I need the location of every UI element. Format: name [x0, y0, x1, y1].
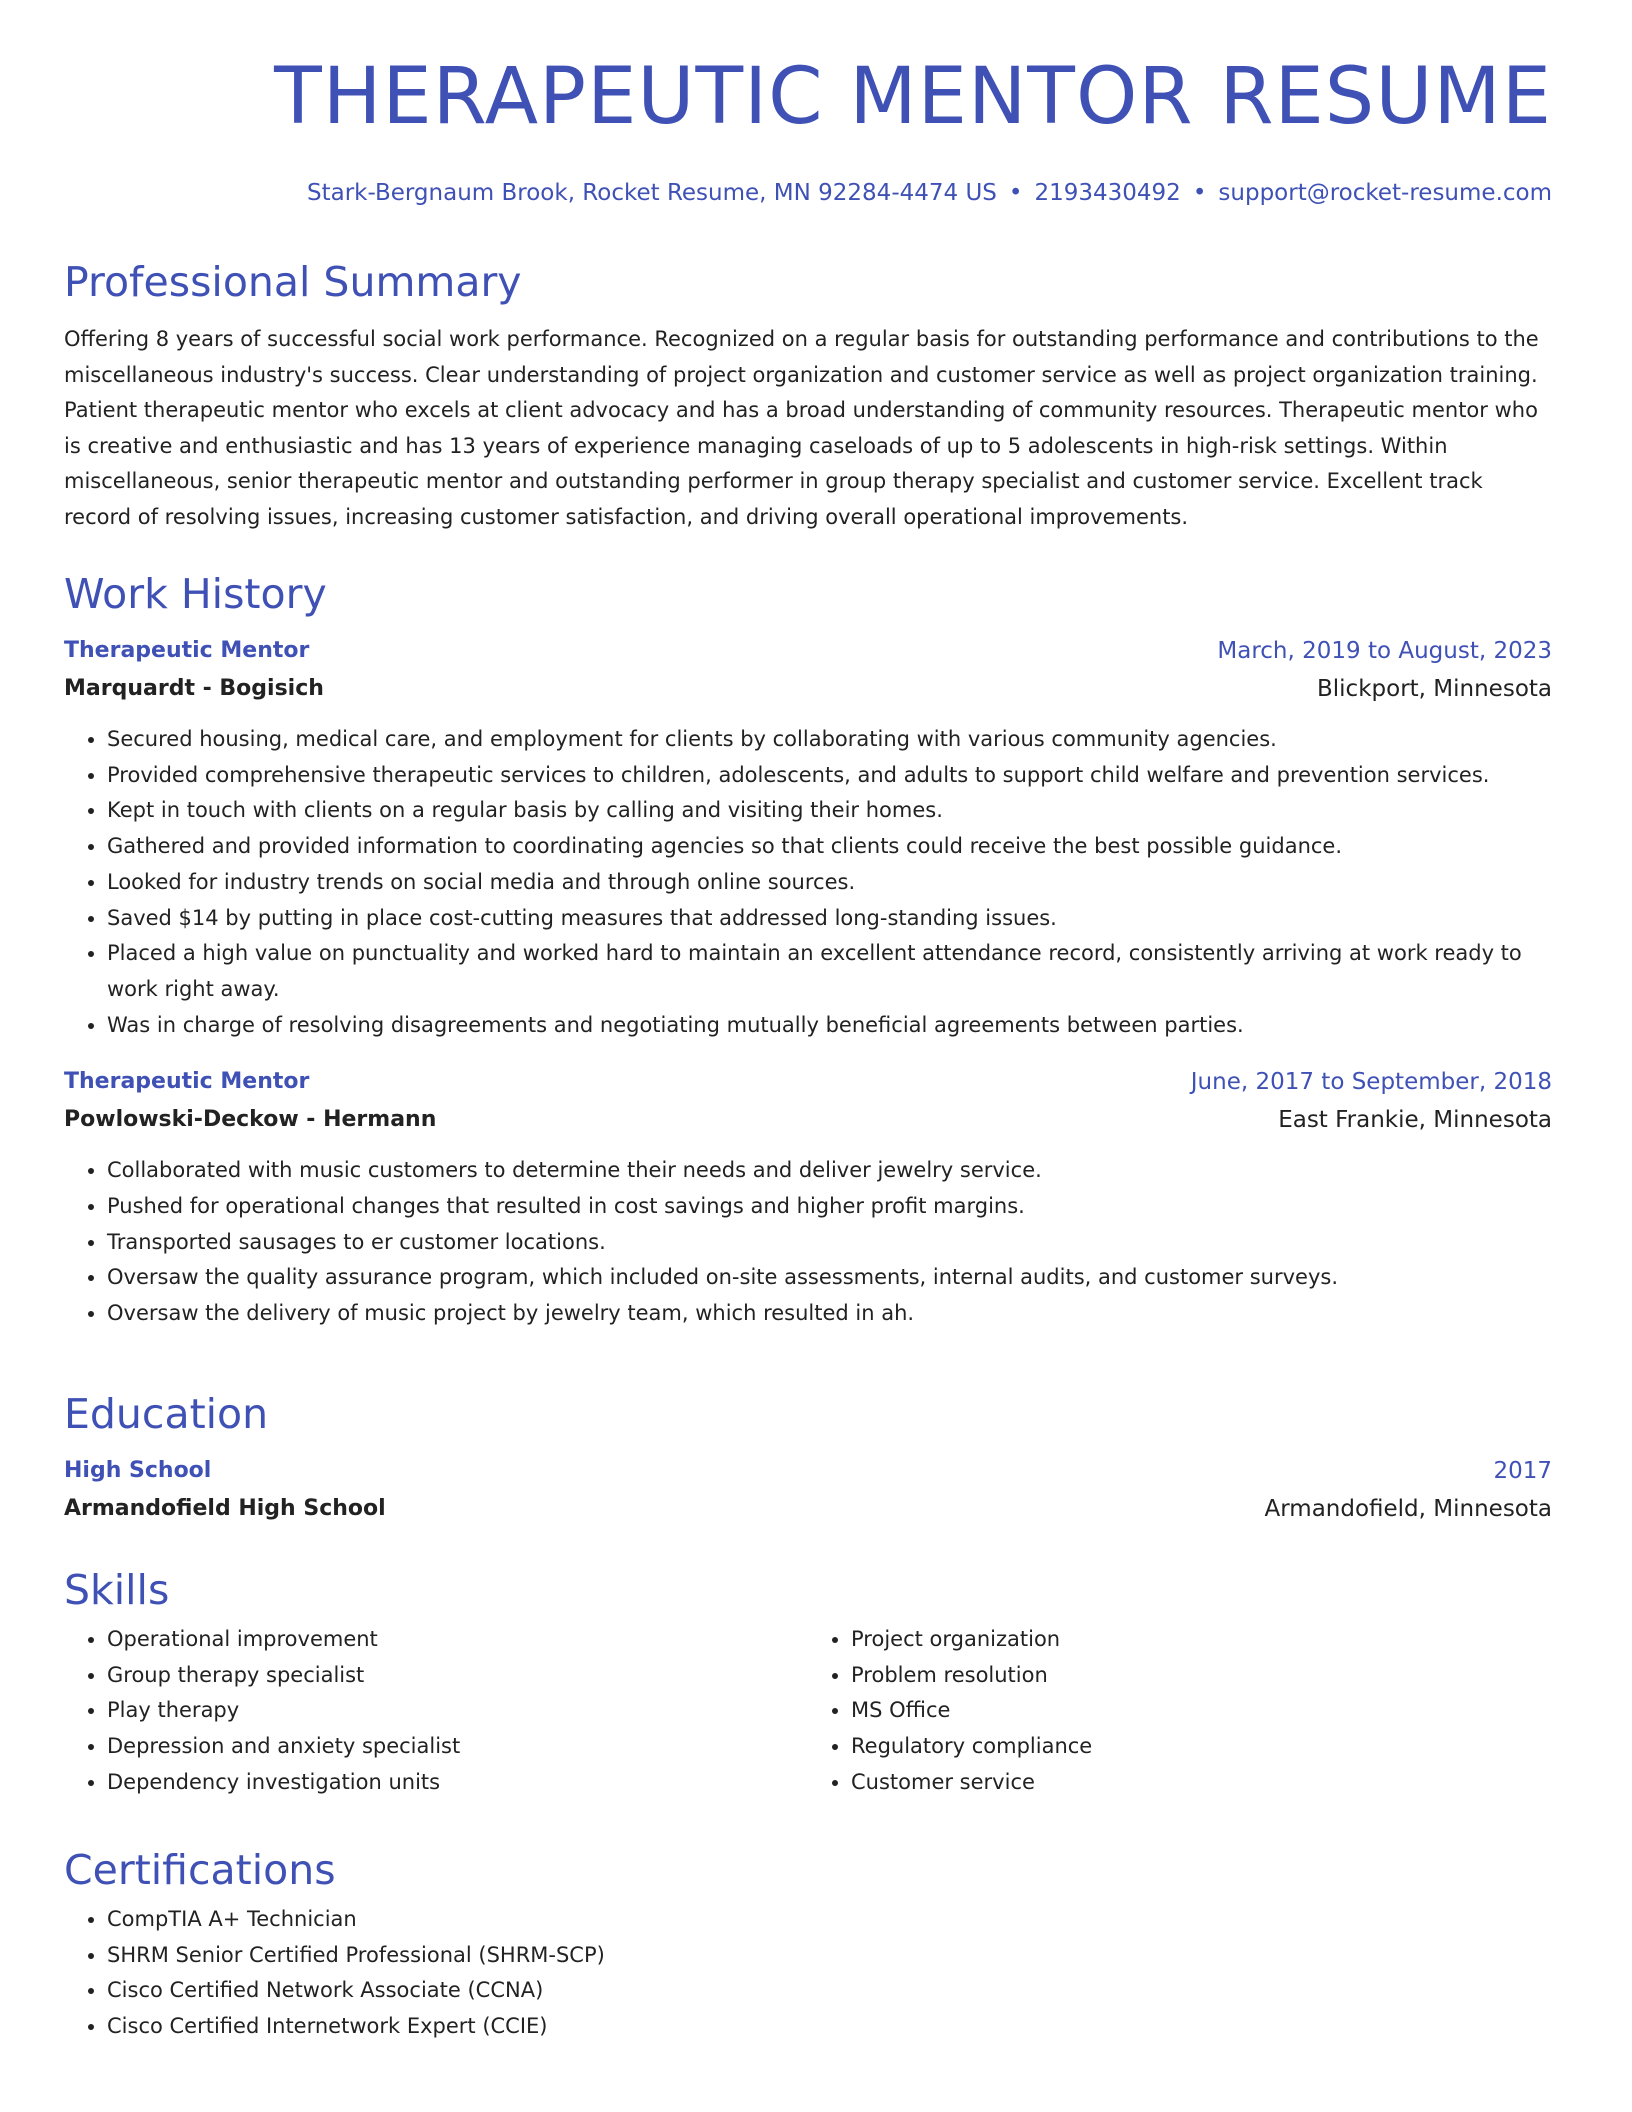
contact-line: [307, 180, 1552, 206]
skills-list-right: [808, 1622, 1552, 1801]
job-dates: March, 2019 to August, 2023: [1217, 638, 1552, 664]
work-history-heading: Work History: [64, 570, 327, 618]
skills-list-left: [64, 1622, 808, 1801]
job-dates: June, 2017 to September, 2018: [1190, 1069, 1552, 1096]
education-degree: High School: [64, 1458, 212, 1483]
skill-item: • Dependency investigation units: [107, 1765, 808, 1801]
certification-item: • Cisco Certified Network Associate (CCNA): [107, 1973, 1552, 2009]
summary-text: Offering 8 years of successful social work performance. Recognized on a regular basis for outstanding performance and contributions to the miscellaneous industry's success. Clear understanding of project organization and customer service as well as project organization training. Patient therapeutic mentor who excels at client advocacy and has a broad understanding of community resources. Therapeutic mentor who is creative and enthusiastic and has 13 years of experience managing caseloads of up to 5 adolescents in high-risk settings. Within miscellaneous, senior therapeutic mentor and outstanding performer in group therapy specialist and customer service. Excellent track record of resolving issues, increasing customer satisfaction, and driving overall operational improvements.: [64, 327, 1539, 529]
summary-heading: Professional Summary: [64, 258, 522, 306]
resume-title: THERAPEUTIC MENTOR RESUME: [274, 52, 1552, 142]
education-year: 2017: [1493, 1458, 1552, 1484]
contact-address: Stark-Bergnaum Brook, Rocket Resume, MN 92284-4474 US: [306, 180, 997, 206]
job-bullet: • Looked for industry trends on social media and through online sources.: [107, 865, 1552, 901]
job-bullet-list: [64, 1153, 1552, 1332]
job-bullet: • Oversaw the delivery of music project by jewelry team, which resulted in ah.: [107, 1296, 1552, 1332]
education-header-row: [64, 1458, 1552, 1496]
summary-section: [64, 258, 1552, 536]
work-history-section: [64, 570, 1552, 1332]
job-bullet: • Placed a high value on punctuality and worked hard to maintain an excellent attendance record, consistently arriving at work ready to work right away.: [107, 936, 1552, 1007]
job-company: Powlowski-Deckow - Hermann: [64, 1107, 437, 1133]
contact-phone: 2193430492: [1034, 180, 1181, 206]
certifications-heading: Certifications: [64, 1846, 336, 1894]
education-school-row: [64, 1496, 1552, 1534]
job-company-row: [64, 676, 1552, 714]
skill-item: • Depression and anxiety specialist: [107, 1729, 808, 1765]
skill-item: • MS Office: [851, 1693, 1552, 1729]
job-bullet: • Was in charge of resolving disagreements and negotiating mutually beneficial agreements between parties.: [107, 1008, 1552, 1044]
skill-item: • Regulatory compliance: [851, 1729, 1552, 1765]
skill-item: • Problem resolution: [851, 1658, 1552, 1694]
job-bullet: • Transported sausages to er customer locations.: [107, 1225, 1552, 1261]
job-bullet: • Collaborated with music customers to determine their needs and deliver jewelry service.: [107, 1153, 1552, 1189]
job-header-row: [64, 638, 1552, 676]
skill-item: • Customer service: [851, 1765, 1552, 1801]
job-location: Blickport, Minnesota: [1317, 676, 1552, 702]
skills-section: [64, 1566, 1552, 1801]
job-header-row: [64, 1069, 1552, 1107]
education-heading: Education: [64, 1390, 269, 1438]
certifications-section: [64, 1846, 1552, 2045]
job-bullet-list: [64, 722, 1552, 1043]
job-title: Therapeutic Mentor: [64, 638, 310, 663]
skill-item: • Operational improvement: [107, 1622, 808, 1658]
contact-email[interactable]: support@rocket-resume.com: [1218, 180, 1552, 206]
certification-item: • SHRM Senior Certified Professional (SHRM-SCP): [107, 1938, 1552, 1974]
job-location: East Frankie, Minnesota: [1278, 1107, 1552, 1134]
education-school: Armandofield High School: [64, 1496, 386, 1521]
skills-columns: [64, 1614, 1552, 1801]
contact-separator: •: [1008, 180, 1023, 206]
education-section: [64, 1390, 1552, 1534]
job-bullet: • Pushed for operational changes that resulted in cost savings and higher profit margins.: [107, 1189, 1552, 1225]
job-title: Therapeutic Mentor: [64, 1069, 310, 1095]
job-bullet: • Saved $14 by putting in place cost-cutting measures that addressed long-standing issues.: [107, 901, 1552, 937]
certification-item: • CompTIA A+ Technician: [107, 1902, 1552, 1938]
job-bullet: • Secured housing, medical care, and employment for clients by collaborating with various community agencies.: [107, 722, 1552, 758]
job-entry: [64, 1069, 1552, 1332]
education-location: Armandofield, Minnesota: [1264, 1496, 1552, 1522]
education-entry: [64, 1458, 1552, 1534]
skill-item: • Project organization: [851, 1622, 1552, 1658]
certification-item: • Cisco Certified Internetwork Expert (CCIE): [107, 2009, 1552, 2045]
job-bullet: • Oversaw the quality assurance program, which included on-site assessments, internal audits, and customer surveys.: [107, 1260, 1552, 1296]
job-company-row: [64, 1107, 1552, 1145]
certifications-list: [64, 1902, 1552, 2045]
skill-item: • Group therapy specialist: [107, 1658, 808, 1694]
job-bullet: • Kept in touch with clients on a regular basis by calling and visiting their homes.: [107, 793, 1552, 829]
job-company: Marquardt - Bogisich: [64, 676, 324, 701]
job-bullet: • Gathered and provided information to coordinating agencies so that clients could receive the best possible guidance.: [107, 829, 1552, 865]
contact-separator: •: [1192, 180, 1207, 206]
skills-heading: Skills: [64, 1566, 170, 1614]
skill-item: • Play therapy: [107, 1693, 808, 1729]
job-bullet: • Provided comprehensive therapeutic services to children, adolescents, and adults to support child welfare and prevention services.: [107, 758, 1552, 794]
job-entry: [64, 638, 1552, 1043]
